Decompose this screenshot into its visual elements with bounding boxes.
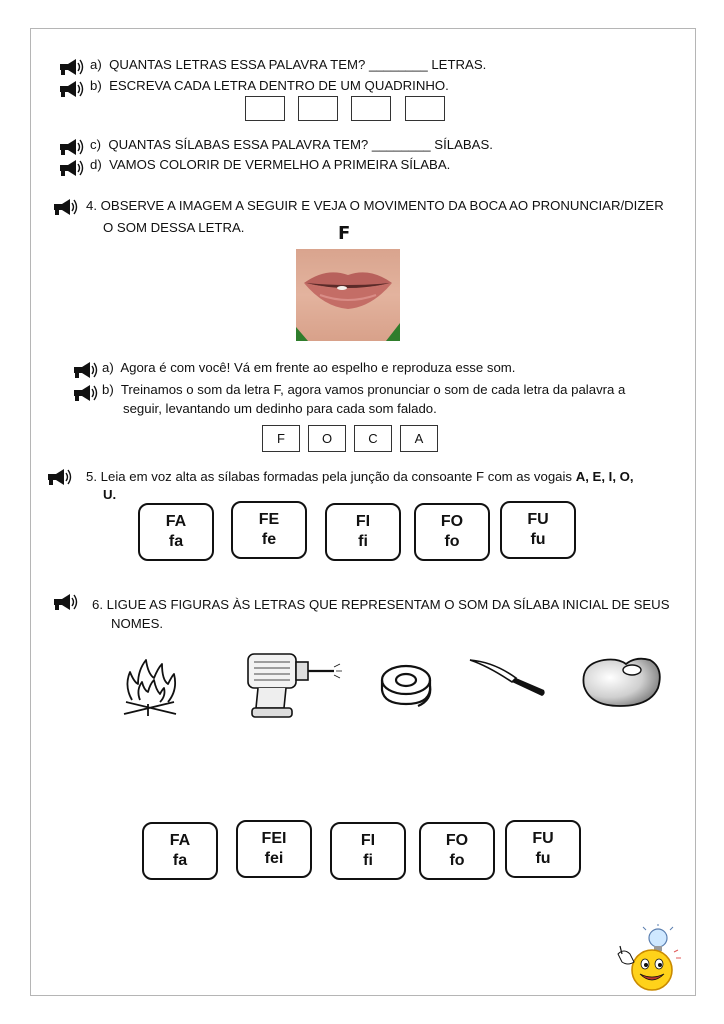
- q6-number: 6.: [92, 597, 103, 612]
- item-b: [90, 77, 449, 95]
- syllable-lower: fi: [363, 852, 373, 869]
- letter-box-c: C: [354, 425, 392, 452]
- item-c: [90, 136, 493, 154]
- syllable-upper: FO: [445, 832, 469, 849]
- speaker-icon[interactable]: [46, 468, 72, 486]
- fire-icon[interactable]: [118, 656, 182, 718]
- letter-box[interactable]: [298, 96, 338, 121]
- q6-text-line2: NOMES.: [111, 616, 164, 631]
- syllable-upper: FU: [532, 830, 554, 847]
- q4-number: 4.: [86, 198, 97, 213]
- speaker-icon[interactable]: [72, 384, 98, 402]
- item-c-marker: c): [90, 137, 101, 152]
- syllable-card[interactable]: [419, 822, 495, 880]
- q4-letter: F: [338, 223, 351, 244]
- q5-number: 5.: [86, 469, 97, 484]
- syllable-upper: FA: [169, 832, 191, 849]
- q6-line1: [92, 596, 670, 614]
- item-b-text: ESCREVA CADA LETRA DENTRO DE UM QUADRINHO.: [109, 78, 449, 93]
- item-d: [90, 156, 450, 174]
- letter-box[interactable]: [351, 96, 391, 121]
- letter-box-o: O: [308, 425, 346, 452]
- syllable-lower: fi: [358, 533, 368, 550]
- item-d-marker: d): [90, 157, 102, 172]
- speaker-icon[interactable]: [58, 138, 84, 156]
- syllable-upper: FU: [527, 511, 549, 528]
- syllable-lower: fu: [535, 850, 551, 867]
- syllable-card: [500, 501, 576, 559]
- syllable-card: [231, 501, 307, 559]
- q4-text: OBSERVE A IMAGEM A SEGUIR E VEJA O MOVIMENTO DA BOCA AO PRONUNCIAR/DIZER: [100, 198, 664, 213]
- q4-item-a-marker: a): [102, 360, 114, 375]
- letter-box-f: F: [262, 425, 300, 452]
- item-d-text: VAMOS COLORIR DE VERMELHO A PRIMEIRA SÍLABA.: [109, 157, 451, 172]
- letter-box[interactable]: [405, 96, 445, 121]
- mouth-image: [296, 249, 400, 341]
- syllable-upper: FO: [440, 513, 464, 530]
- q4-item-a: [102, 359, 515, 377]
- syllable-upper: FI: [360, 832, 376, 849]
- item-a: [90, 56, 486, 74]
- item-b-marker: b): [90, 78, 102, 93]
- q4-item-b-text: Treinamos o som da letra F, agora vamos pronunciar o som de cada letra da palavra a: [120, 382, 626, 397]
- syllable-card: [414, 503, 490, 561]
- smiley-lightbulb-icon: [612, 924, 684, 992]
- bean-icon[interactable]: [578, 654, 662, 710]
- syllable-card: [138, 503, 214, 561]
- q5-line1: [86, 468, 634, 486]
- item-a-text: QUANTAS LETRAS ESSA PALAVRA TEM? ________ LETRAS.: [109, 57, 487, 72]
- tape-roll-icon[interactable]: [378, 660, 434, 710]
- syllable-lower: fa: [168, 533, 184, 550]
- syllable-upper: FEI: [261, 830, 287, 847]
- q4-line1: [86, 197, 664, 215]
- speaker-icon[interactable]: [52, 198, 78, 216]
- speaker-icon[interactable]: [58, 159, 84, 177]
- syllable-card[interactable]: [142, 822, 218, 880]
- q5-vowels-end: U.: [103, 487, 117, 502]
- q5-vowels: A, E, I, O,: [575, 469, 634, 484]
- syllable-card[interactable]: [505, 820, 581, 878]
- speaker-icon[interactable]: [72, 361, 98, 379]
- q4-text-line2: O SOM DESSA LETRA.: [103, 220, 245, 235]
- syllable-lower: fe: [261, 531, 277, 548]
- letter-box-a: A: [400, 425, 438, 452]
- item-a-marker: a): [90, 57, 102, 72]
- syllable-upper: FA: [165, 513, 187, 530]
- q5-text: Leia em voz alta as sílabas formadas pela junção da consoante F com as vogais: [100, 469, 576, 484]
- syllable-lower: fo: [449, 852, 465, 869]
- letter-box[interactable]: [245, 96, 285, 121]
- q4-item-b-text-line2: seguir, levantando um dedinho para cada som falado.: [123, 401, 437, 416]
- q4-item-b: [102, 381, 625, 399]
- syllable-lower: fu: [530, 531, 546, 548]
- knife-icon[interactable]: [468, 656, 548, 700]
- syllable-upper: FE: [258, 511, 280, 528]
- item-c-text: QUANTAS SÍLABAS ESSA PALAVRA TEM? ________ SÍLABAS.: [108, 137, 493, 152]
- syllable-card: [325, 503, 401, 561]
- speaker-icon[interactable]: [52, 593, 78, 611]
- syllable-lower: fo: [444, 533, 460, 550]
- q6-text: LIGUE AS FIGURAS ÀS LETRAS QUE REPRESENTAM O SOM DA SÍLABA INICIAL DE SEUS: [106, 597, 670, 612]
- syllable-card[interactable]: [330, 822, 406, 880]
- q4-item-a-text: Agora é com você! Vá em frente ao espelho e reproduza esse som.: [120, 360, 516, 375]
- q4-item-b-marker: b): [102, 382, 114, 397]
- syllable-lower: fei: [264, 850, 284, 867]
- speaker-icon[interactable]: [58, 58, 84, 76]
- speaker-icon[interactable]: [58, 80, 84, 98]
- drill-icon[interactable]: [244, 650, 344, 720]
- syllable-lower: fa: [172, 852, 188, 869]
- syllable-card[interactable]: [236, 820, 312, 878]
- syllable-upper: FI: [355, 513, 371, 530]
